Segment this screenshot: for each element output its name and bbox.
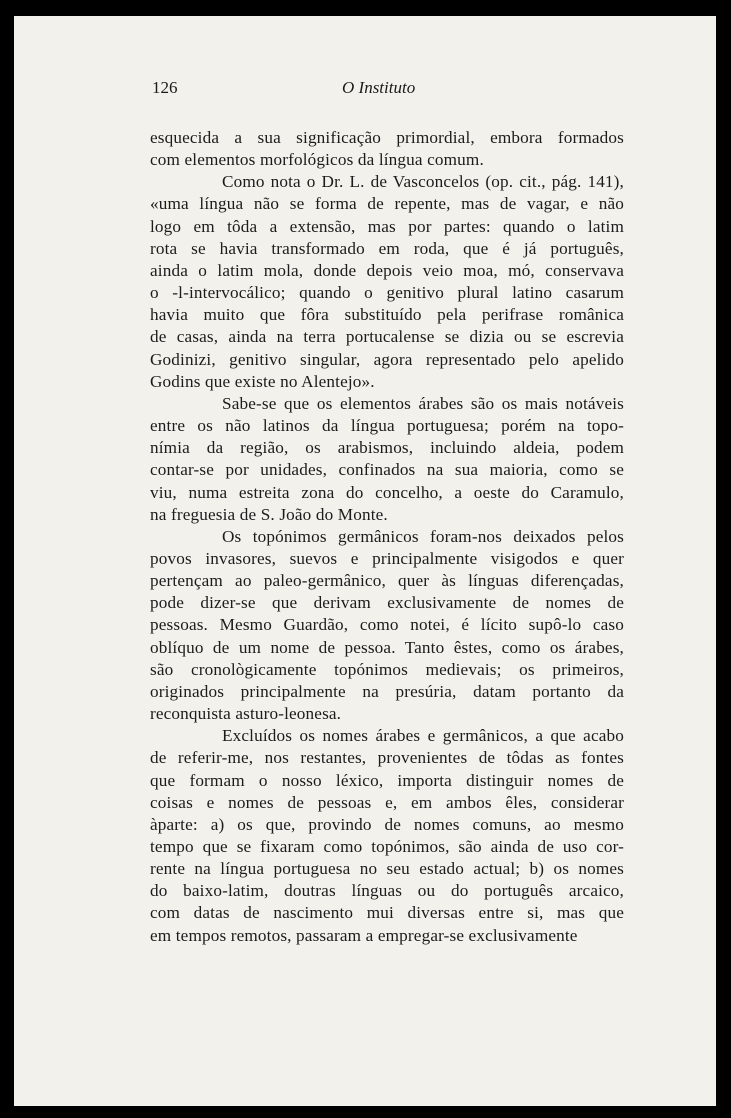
running-title: O Instituto	[342, 78, 416, 97]
paragraph	[150, 171, 624, 393]
text-line: de casas, ainda na terra portucalense se dizia ou se escrevia	[150, 327, 624, 347]
paragraph	[150, 725, 624, 947]
text-line: ainda o latim mola, donde depois veio moa, mó, conservava	[150, 260, 624, 280]
body-text	[150, 127, 624, 947]
text-line: «uma língua não se forma de repente, mas de vagar, e não	[150, 194, 624, 214]
text-line: o -l-intervocálico; quando o genitivo plural latino casarum	[150, 283, 624, 303]
text-line: pertençam ao paleo-germânico, quer às línguas diferençadas,	[150, 571, 624, 591]
paragraph	[150, 127, 624, 171]
text-line: de referir-me, nos restantes, provenientes de tôdas as fontes	[150, 748, 624, 768]
text-line: tempo que se fixaram como topónimos, são ainda de uso cor-	[150, 837, 624, 856]
text-line: que formam o nosso léxico, importa distinguir nomes de	[150, 770, 624, 790]
text-line: povos invasores, suevos e principalmente visigodos e quer	[150, 548, 624, 568]
text-line: nímia da região, os arabismos, incluindo aldeia, podem	[150, 438, 624, 458]
text-line: na freguesia de S. João do Monte.	[150, 504, 388, 524]
text-line: Godins que existe no Alentejo».	[150, 371, 375, 391]
text-line: contar-se por unidades, confinados na sua maioria, como se	[150, 460, 624, 480]
text-line: oblíquo de um nome de pessoa. Tanto êstes, como os árabes,	[150, 637, 624, 657]
text-line: reconquista asturo-leonesa.	[150, 704, 342, 724]
text-line: com datas de nascimento mui diversas entre si, mas que	[150, 903, 624, 923]
text-line: rente na língua portuguesa no seu estado actual; b) os nomes	[150, 859, 624, 879]
text-line: do baixo-latim, doutras línguas ou do português arcaico,	[150, 881, 624, 901]
text-line: esquecida a sua significação primordial, embora formados	[150, 128, 624, 147]
text-line: coisas e nomes de pessoas e, em ambos êles, considerar	[150, 792, 624, 812]
text-line: originados principalmente na presúria, datam portanto da	[150, 681, 624, 701]
text-line: em tempos remotos, passaram a empregar-se exclusivamente	[150, 925, 578, 945]
text-line: viu, numa estreita zona do concelho, a oeste do Caramulo,	[150, 482, 624, 502]
text-line: pessoas. Mesmo Guardão, como notei, é lícito supô-lo caso	[150, 615, 624, 635]
text-line: Godinizi, genitivo singular, agora representado pelo apelido	[150, 349, 624, 369]
text-line: àparte: a) os que, provindo de nomes comuns, ao mesmo	[150, 814, 624, 834]
text-line: Excluídos os nomes árabes e germânicos, a que acabo	[222, 726, 624, 746]
text-line: rota se havia transformado em roda, que é já português,	[150, 238, 624, 258]
text-line: Como nota o Dr. L. de Vasconcelos (op. cit., pág. 141),	[222, 172, 624, 192]
text-line: Sabe-se que os elementos árabes são os mais notáveis	[222, 393, 624, 413]
text-line: havia muito que fôra substituído pela perifrase românica	[150, 305, 624, 325]
paragraph	[150, 393, 624, 526]
page-header	[152, 78, 622, 102]
text-line: são cronològicamente topónimos medievais; os primeiros,	[150, 659, 624, 679]
text-line: logo em tôda a extensão, mas por partes: quando o latim	[150, 216, 624, 236]
page-number: 126	[152, 78, 178, 97]
text-line: pode dizer-se que derivam exclusivamente de nomes de	[150, 593, 624, 613]
text-line: Os topónimos germânicos foram-nos deixados pelos	[222, 526, 624, 546]
paragraph	[150, 526, 624, 725]
text-line: com elementos morfológicos da língua comum.	[150, 150, 484, 170]
text-line: entre os não latinos da língua portuguesa; porém na topo-	[150, 416, 624, 436]
